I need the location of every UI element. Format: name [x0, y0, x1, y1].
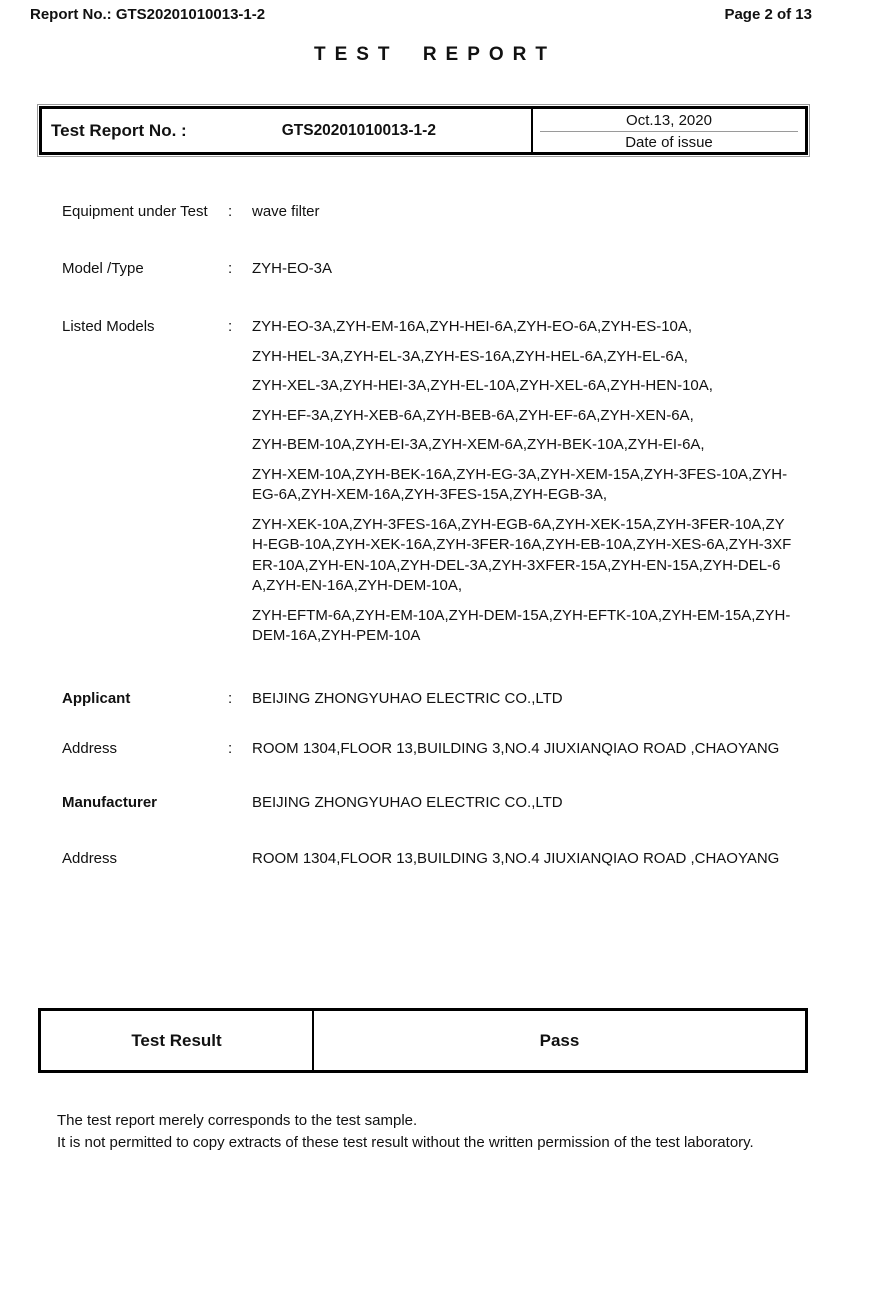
date-of-issue-label: Date of issue: [625, 134, 713, 151]
date-of-issue-cell: [532, 108, 807, 154]
equipment-separator: :: [228, 203, 233, 220]
listed-models-paragraph: ZYH-HEL-3A,ZYH-EL-3A,ZYH-ES-16A,ZYH-HEL-6A,ZYH-EL-6A,: [252, 347, 688, 365]
manufacturer-address-label: Address: [62, 849, 118, 867]
manufacturer-label: Manufacturer: [62, 793, 158, 811]
applicant-address-value: ROOM 1304,FLOOR 13,BUILDING 3,NO.4 JIUXIANQIAO ROAD ,CHAOYANG: [252, 739, 780, 757]
test-result-row: [40, 1010, 807, 1072]
equipment-label: Equipment under Test: [62, 203, 208, 220]
manufacturer-value: BEIJING ZHONGYUHAO ELECTRIC CO.,LTD: [252, 793, 563, 811]
date-divider-line: [540, 131, 798, 132]
model-label: Model /Type: [62, 260, 144, 277]
report-id-row: [41, 108, 807, 154]
page-header: [0, 0, 870, 23]
report-id-cell: [41, 108, 533, 154]
page-title: TEST REPORT: [313, 44, 556, 65]
listed-models-label: Listed Models: [62, 318, 155, 335]
listed-models-paragraph: ZYH-XEM-10A,ZYH-BEK-16A,ZYH-EG-3A,ZYH-XEM-15A,ZYH-3FES-10A,ZYH-EG-6A,ZYH-XEM-16A,ZYH-3FES-15A,ZYH-EGB-3A,: [252, 465, 788, 503]
footer-note-line2: It is not permitted to copy extracts of these test result without the written permission of the test laboratory.: [57, 1133, 754, 1151]
test-result-value: Pass: [539, 1030, 580, 1050]
footer-note-line1: The test report merely corresponds to the test sample.: [57, 1112, 418, 1129]
applicant-value: BEIJING ZHONGYUHAO ELECTRIC CO.,LTD: [252, 689, 563, 707]
model-value: ZYH-EO-3A: [252, 260, 333, 277]
footer-note: [57, 1110, 835, 1153]
header-page-indicator: Page 2 of 13: [724, 6, 812, 23]
listed-models-paragraph: ZYH-EF-3A,ZYH-XEB-6A,ZYH-BEB-6A,ZYH-EF-6A,ZYH-XEN-6A,: [252, 406, 694, 424]
test-result-table: [38, 1008, 808, 1073]
manufacturer-address-value: ROOM 1304,FLOOR 13,BUILDING 3,NO.4 JIUXIANQIAO ROAD ,CHAOYANG: [252, 849, 780, 867]
report-no-label: Test Report No. :: [51, 120, 187, 140]
report-no-value: GTS20201010013-1-2: [281, 121, 436, 139]
test-result-label: Test Result: [40, 1010, 314, 1072]
listed-models-paragraph: ZYH-XEK-10A,ZYH-3FES-16A,ZYH-EGB-6A,ZYH-XEK-15A,ZYH-3FER-10A,ZYH-EGB-10A,ZYH-XEK-16A,ZYH-3FER-16A,ZYH-EB-10A,ZYH-XES-6A,ZYH-3XFER-10A,ZYH-EN-10A,ZYH-DEL-3A,ZYH-3XFER-15A,ZYH-EN-15A,ZYH-DEL-6A,ZYH-EN-16A,ZYH-DEM-10A,: [252, 515, 792, 594]
field-model-type: [62, 259, 792, 279]
field-listed-models: [62, 317, 792, 647]
field-equipment-under-test: [62, 202, 792, 222]
date-of-issue-value: Oct.13, 2020: [626, 112, 712, 129]
report-id-cell-inner: [42, 121, 531, 141]
listed-models-paragraph: ZYH-XEL-3A,ZYH-HEI-3A,ZYH-EL-10A,ZYH-XEL-6A,ZYH-HEN-10A,: [252, 377, 713, 394]
applicant-address-label: Address: [62, 739, 118, 757]
listed-models-value: [252, 317, 792, 647]
field-applicant-address: [62, 739, 792, 759]
listed-models-paragraph: ZYH-EFTM-6A,ZYH-EM-10A,ZYH-DEM-15A,ZYH-EFTK-10A,ZYH-EM-15A,ZYH-DEM-16A,ZYH-PEM-10A: [252, 606, 791, 644]
field-applicant: [62, 689, 792, 709]
applicant-separator: :: [228, 689, 233, 707]
model-separator: :: [228, 260, 233, 277]
applicant-address-separator: :: [228, 739, 233, 757]
listed-models-paragraph: ZYH-BEM-10A,ZYH-EI-3A,ZYH-XEM-6A,ZYH-BEK-10A,ZYH-EI-6A,: [252, 436, 705, 453]
applicant-label: Applicant: [62, 689, 131, 707]
field-manufacturer: [62, 793, 792, 813]
report-id-table: [39, 106, 808, 155]
header-report-no: Report No.: GTS20201010013-1-2: [30, 6, 266, 23]
listed-models-separator: :: [228, 318, 233, 335]
field-manufacturer-address: [62, 849, 792, 869]
listed-models-paragraph: ZYH-EO-3A,ZYH-EM-16A,ZYH-HEI-6A,ZYH-EO-6A,ZYH-ES-10A,: [252, 318, 693, 335]
report-fields: [62, 202, 792, 869]
equipment-value: wave filter: [252, 203, 320, 220]
